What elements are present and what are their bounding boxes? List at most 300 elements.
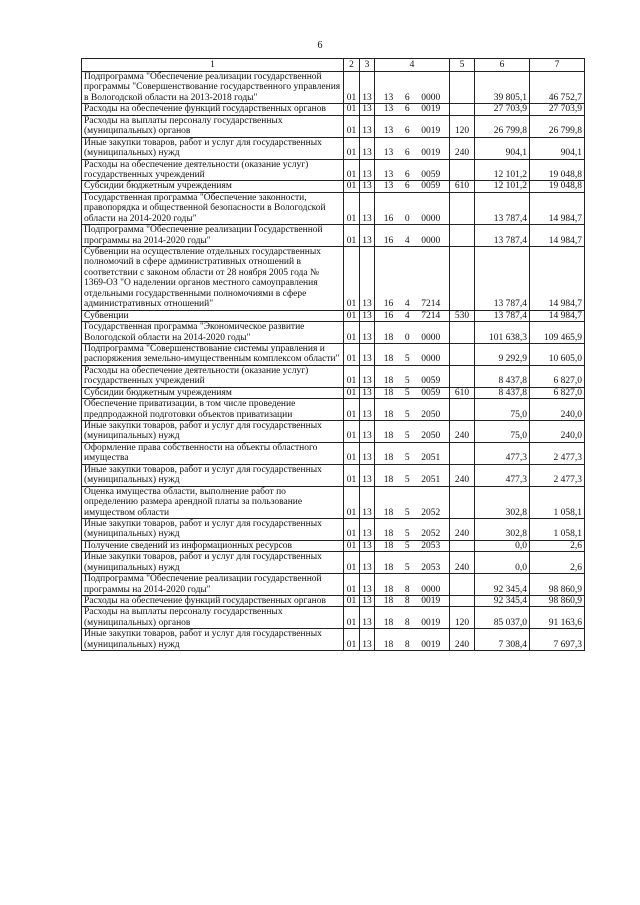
table-row — [82, 310, 585, 321]
target-code-p3: 0000 — [421, 584, 441, 595]
row-target-code — [375, 72, 450, 104]
row-name: Получение сведений из информационных ресурсов — [82, 540, 344, 551]
target-code-p2: 6 — [404, 126, 410, 137]
row-section: 01 — [344, 399, 360, 421]
row-target-code — [375, 552, 450, 574]
row-section: 01 — [344, 343, 360, 365]
row-subsection: 13 — [360, 181, 375, 192]
target-code-p1: 18 — [383, 475, 394, 486]
row-name: Субвенции на осуществление отдельных государственных полномочий в сфере административных отношений в соответствии с законом области от 28 ноября 2005 года № 1369-ОЗ "О наделении органов местного самоуправления отдельными государственными полномочиями в сфере административных отношений" — [82, 247, 344, 311]
row-subsection: 13 — [360, 629, 375, 651]
target-code-p2: 6 — [404, 169, 410, 180]
row-name: Иные закупки товаров, работ и услуг для государственных (муниципальных) нужд — [82, 464, 344, 486]
target-code-p2: 5 — [404, 507, 410, 518]
row-expense-type — [450, 159, 475, 181]
table-row — [82, 629, 585, 651]
target-code-parts — [377, 311, 447, 321]
target-code-p1: 18 — [383, 617, 394, 628]
target-code-p2: 4 — [404, 235, 410, 246]
row-value-col6: 904,1 — [475, 137, 530, 159]
target-code-p1: 18 — [383, 639, 394, 650]
header-col-4: 4 — [375, 59, 450, 72]
row-expense-type — [450, 442, 475, 464]
row-value-col6: 0,0 — [475, 540, 530, 551]
target-code-p2: 8 — [404, 639, 410, 650]
row-section: 01 — [344, 365, 360, 387]
row-name: Субсидии бюджетным учреждениям — [82, 387, 344, 398]
row-target-code — [375, 343, 450, 365]
row-value-col7: 91 163,6 — [530, 607, 585, 629]
row-value-col6: 101 638,3 — [475, 322, 530, 344]
row-section: 01 — [344, 115, 360, 137]
target-code-parts — [377, 541, 447, 551]
row-expense-type: 240 — [450, 518, 475, 540]
row-subsection: 13 — [360, 518, 375, 540]
row-section: 01 — [344, 137, 360, 159]
row-section: 01 — [344, 247, 360, 311]
row-name: Государственная программа "Экономическое развитие Вологодской области на 2014-2020 годы" — [82, 322, 344, 344]
row-section: 01 — [344, 607, 360, 629]
row-name: Подпрограмма "Совершенствование системы управления и распоряжения земельно-имущественным комплексом области" — [82, 343, 344, 365]
row-expense-type: 240 — [450, 629, 475, 651]
row-value-col7: 6 827,0 — [530, 387, 585, 398]
target-code-p1: 13 — [383, 169, 394, 180]
row-expense-type — [450, 343, 475, 365]
row-name: Расходы на обеспечение функций государственных органов — [82, 596, 344, 607]
row-value-col7: 2 477,3 — [530, 464, 585, 486]
target-code-p3: 2050 — [421, 431, 441, 442]
target-code-parts — [377, 529, 447, 539]
row-name: Иные закупки товаров, работ и услуг для государственных (муниципальных) нужд — [82, 137, 344, 159]
target-code-p3: 0000 — [421, 235, 441, 246]
row-name: Расходы на выплаты персоналу государственных (муниципальных) органов — [82, 607, 344, 629]
row-value-col7: 27 703,9 — [530, 104, 585, 115]
target-code-p3: 0019 — [421, 126, 441, 137]
header-col-1: 1 — [82, 59, 344, 72]
row-expense-type — [450, 540, 475, 551]
target-code-p1: 13 — [383, 148, 394, 159]
row-name: Обеспечение приватизации, в том числе проведение предпродажной подготовки объектов приватизации — [82, 399, 344, 421]
target-code-parts — [377, 236, 447, 246]
row-section: 01 — [344, 629, 360, 651]
row-subsection: 13 — [360, 464, 375, 486]
row-target-code — [375, 181, 450, 192]
row-value-col7: 6 827,0 — [530, 365, 585, 387]
row-target-code — [375, 399, 450, 421]
row-value-col6: 477,3 — [475, 442, 530, 464]
row-value-col6: 26 799,8 — [475, 115, 530, 137]
row-value-col6: 302,8 — [475, 518, 530, 540]
target-code-p3: 0019 — [421, 617, 441, 628]
target-code-p3: 0000 — [421, 92, 441, 103]
target-code-p2: 5 — [404, 354, 410, 365]
header-row — [82, 59, 585, 72]
target-code-p1: 13 — [383, 181, 394, 192]
target-code-p3: 2053 — [421, 562, 441, 573]
table-row — [82, 104, 585, 115]
row-value-col7: 14 984,7 — [530, 310, 585, 321]
target-code-p2: 0 — [404, 213, 410, 224]
row-expense-type — [450, 596, 475, 607]
target-code-p2: 4 — [404, 310, 410, 321]
table-row — [82, 574, 585, 596]
row-subsection: 13 — [360, 343, 375, 365]
target-code-parts — [377, 104, 447, 114]
row-value-col7: 14 984,7 — [530, 192, 585, 224]
row-expense-type — [450, 192, 475, 224]
table-row — [82, 115, 585, 137]
row-target-code — [375, 137, 450, 159]
row-name: Оценка имущества области, выполнение работ по определению размера арендной платы за пользование имуществом области — [82, 486, 344, 518]
table-row — [82, 421, 585, 443]
target-code-parts — [377, 475, 447, 485]
row-name: Иные закупки товаров, работ и услуг для государственных (муниципальных) нужд — [82, 629, 344, 651]
row-name: Субсидии бюджетным учреждениям — [82, 181, 344, 192]
header-col-3: 3 — [360, 59, 375, 72]
row-value-col6: 7 308,4 — [475, 629, 530, 651]
row-subsection: 13 — [360, 421, 375, 443]
table-row — [82, 192, 585, 224]
budget-table — [81, 58, 585, 651]
row-name: Расходы на обеспечение деятельности (оказание услуг) государственных учреждений — [82, 159, 344, 181]
target-code-p1: 18 — [383, 453, 394, 464]
target-code-p2: 5 — [404, 562, 410, 573]
target-code-p1: 13 — [383, 92, 394, 103]
target-code-p1: 18 — [383, 596, 394, 606]
row-subsection: 13 — [360, 540, 375, 551]
table-row — [82, 540, 585, 551]
target-code-parts — [377, 453, 447, 463]
row-section: 01 — [344, 192, 360, 224]
target-code-p2: 6 — [404, 181, 410, 192]
row-subsection: 13 — [360, 310, 375, 321]
row-subsection: 13 — [360, 115, 375, 137]
table-row — [82, 399, 585, 421]
table-row — [82, 247, 585, 311]
target-code-parts — [377, 148, 447, 158]
row-value-col7: 19 048,8 — [530, 181, 585, 192]
row-subsection: 13 — [360, 192, 375, 224]
row-value-col6: 12 101,2 — [475, 181, 530, 192]
target-code-p2: 4 — [404, 299, 410, 310]
target-code-p2: 5 — [404, 475, 410, 486]
target-code-p3: 7214 — [421, 299, 441, 310]
target-code-p1: 18 — [383, 409, 394, 420]
target-code-parts — [377, 431, 447, 441]
row-target-code — [375, 159, 450, 181]
header-col-6: 6 — [475, 59, 530, 72]
target-code-p1: 18 — [383, 584, 394, 595]
target-code-parts — [377, 299, 447, 309]
row-value-col7: 7 697,3 — [530, 629, 585, 651]
target-code-parts — [377, 585, 447, 595]
row-section: 01 — [344, 596, 360, 607]
target-code-p3: 2053 — [421, 540, 441, 551]
row-value-col7: 10 605,0 — [530, 343, 585, 365]
row-expense-type: 240 — [450, 464, 475, 486]
target-code-p1: 18 — [383, 529, 394, 540]
header-col-5: 5 — [450, 59, 475, 72]
row-target-code — [375, 540, 450, 551]
row-subsection: 13 — [360, 596, 375, 607]
row-subsection: 13 — [360, 72, 375, 104]
target-code-p3: 0059 — [421, 387, 441, 398]
row-value-col6: 27 703,9 — [475, 104, 530, 115]
row-value-col6: 0,0 — [475, 552, 530, 574]
table-body — [82, 72, 585, 651]
row-section: 01 — [344, 552, 360, 574]
row-value-col7: 1 058,1 — [530, 486, 585, 518]
target-code-p3: 0019 — [421, 148, 441, 159]
row-target-code — [375, 442, 450, 464]
row-expense-type: 610 — [450, 387, 475, 398]
row-value-col6: 13 787,4 — [475, 192, 530, 224]
row-target-code — [375, 192, 450, 224]
header-col-2: 2 — [344, 59, 360, 72]
row-value-col7: 14 984,7 — [530, 247, 585, 311]
row-name: Расходы на выплаты персоналу государственных (муниципальных) органов — [82, 115, 344, 137]
target-code-p3: 0000 — [421, 213, 441, 224]
row-target-code — [375, 225, 450, 247]
row-expense-type: 120 — [450, 607, 475, 629]
target-code-p2: 5 — [404, 540, 410, 551]
row-value-col6: 8 437,8 — [475, 387, 530, 398]
row-target-code — [375, 464, 450, 486]
row-target-code — [375, 387, 450, 398]
target-code-p3: 0019 — [421, 639, 441, 650]
target-code-p2: 8 — [404, 596, 410, 606]
target-code-parts — [377, 181, 447, 191]
row-target-code — [375, 365, 450, 387]
table-row — [82, 607, 585, 629]
row-value-col6: 12 101,2 — [475, 159, 530, 181]
target-code-parts — [377, 618, 447, 628]
target-code-p3: 0059 — [421, 376, 441, 387]
row-subsection: 13 — [360, 137, 375, 159]
target-code-p1: 16 — [383, 310, 394, 321]
target-code-p3: 0000 — [421, 332, 441, 343]
row-section: 01 — [344, 159, 360, 181]
row-section: 01 — [344, 310, 360, 321]
target-code-p3: 2052 — [421, 529, 441, 540]
table-row — [82, 181, 585, 192]
row-expense-type: 240 — [450, 137, 475, 159]
row-section: 01 — [344, 540, 360, 551]
row-expense-type: 610 — [450, 181, 475, 192]
row-target-code — [375, 596, 450, 607]
row-value-col6: 302,8 — [475, 486, 530, 518]
row-expense-type: 530 — [450, 310, 475, 321]
row-value-col6: 9 292,9 — [475, 343, 530, 365]
target-code-parts — [377, 410, 447, 420]
target-code-p3: 0019 — [421, 596, 441, 606]
row-section: 01 — [344, 518, 360, 540]
row-value-col7: 14 984,7 — [530, 225, 585, 247]
target-code-parts — [377, 93, 447, 103]
target-code-p1: 18 — [383, 332, 394, 343]
row-target-code — [375, 104, 450, 115]
target-code-parts — [377, 388, 447, 398]
row-section: 01 — [344, 72, 360, 104]
target-code-p2: 5 — [404, 387, 410, 398]
target-code-p3: 0059 — [421, 181, 441, 192]
row-name: Подпрограмма "Обеспечение реализации государственной программы на 2014-2020 годы" — [82, 574, 344, 596]
table-row — [82, 322, 585, 344]
target-code-p3: 2050 — [421, 409, 441, 420]
header-col-7: 7 — [530, 59, 585, 72]
row-subsection: 13 — [360, 104, 375, 115]
table-row — [82, 552, 585, 574]
target-code-p2: 6 — [404, 148, 410, 159]
target-code-p1: 13 — [383, 104, 394, 115]
row-name: Субвенции — [82, 310, 344, 321]
target-code-p1: 18 — [383, 562, 394, 573]
row-value-col7: 2 477,3 — [530, 442, 585, 464]
row-subsection: 13 — [360, 159, 375, 181]
row-section: 01 — [344, 421, 360, 443]
target-code-parts — [377, 376, 447, 386]
row-value-col6: 75,0 — [475, 399, 530, 421]
table-row — [82, 518, 585, 540]
target-code-p1: 18 — [383, 354, 394, 365]
row-subsection: 13 — [360, 225, 375, 247]
target-code-p3: 0000 — [421, 354, 441, 365]
row-name: Иные закупки товаров, работ и услуг для государственных (муниципальных) нужд — [82, 552, 344, 574]
row-name: Государственная программа "Обеспечение законности, правопорядка и общественной безопасности в Вологодской области на 2014-2020 годы" — [82, 192, 344, 224]
row-expense-type — [450, 247, 475, 311]
target-code-p1: 16 — [383, 213, 394, 224]
row-section: 01 — [344, 574, 360, 596]
row-subsection: 13 — [360, 399, 375, 421]
table-row — [82, 486, 585, 518]
target-code-parts — [377, 596, 447, 606]
row-section: 01 — [344, 387, 360, 398]
row-value-col7: 109 465,9 — [530, 322, 585, 344]
row-subsection: 13 — [360, 387, 375, 398]
row-subsection: 13 — [360, 607, 375, 629]
target-code-p2: 5 — [404, 529, 410, 540]
row-expense-type — [450, 486, 475, 518]
row-value-col7: 904,1 — [530, 137, 585, 159]
target-code-p1: 18 — [383, 507, 394, 518]
row-value-col7: 98 860,9 — [530, 574, 585, 596]
row-target-code — [375, 247, 450, 311]
target-code-p1: 18 — [383, 387, 394, 398]
row-value-col6: 13 787,4 — [475, 310, 530, 321]
row-section: 01 — [344, 442, 360, 464]
row-value-col7: 46 752,7 — [530, 72, 585, 104]
row-value-col6: 13 787,4 — [475, 247, 530, 311]
page-number: 6 — [317, 40, 323, 51]
target-code-parts — [377, 563, 447, 573]
target-code-parts — [377, 170, 447, 180]
table-row — [82, 596, 585, 607]
row-section: 01 — [344, 464, 360, 486]
row-value-col7: 98 860,9 — [530, 596, 585, 607]
row-expense-type: 240 — [450, 421, 475, 443]
target-code-p2: 5 — [404, 409, 410, 420]
target-code-parts — [377, 508, 447, 518]
row-subsection: 13 — [360, 365, 375, 387]
row-target-code — [375, 486, 450, 518]
target-code-p1: 16 — [383, 235, 394, 246]
target-code-p3: 0059 — [421, 169, 441, 180]
table-row — [82, 464, 585, 486]
target-code-p1: 16 — [383, 299, 394, 310]
target-code-p1: 18 — [383, 540, 394, 551]
row-target-code — [375, 115, 450, 137]
table-row — [82, 72, 585, 104]
row-expense-type — [450, 72, 475, 104]
row-value-col7: 26 799,8 — [530, 115, 585, 137]
target-code-p1: 13 — [383, 126, 394, 137]
row-name: Оформление права собственности на объекты областного имущества — [82, 442, 344, 464]
target-code-p2: 5 — [404, 376, 410, 387]
table-row — [82, 365, 585, 387]
row-value-col6: 92 345,4 — [475, 574, 530, 596]
row-target-code — [375, 518, 450, 540]
target-code-p3: 2051 — [421, 453, 441, 464]
row-value-col7: 1 058,1 — [530, 518, 585, 540]
row-name: Расходы на обеспечение функций государственных органов — [82, 104, 344, 115]
row-expense-type — [450, 104, 475, 115]
row-value-col6: 13 787,4 — [475, 225, 530, 247]
row-value-col6: 39 805,1 — [475, 72, 530, 104]
row-subsection: 13 — [360, 552, 375, 574]
row-value-col6: 477,3 — [475, 464, 530, 486]
target-code-parts — [377, 333, 447, 343]
row-subsection: 13 — [360, 247, 375, 311]
target-code-p3: 7214 — [421, 310, 441, 321]
target-code-p3: 2051 — [421, 475, 441, 486]
row-section: 01 — [344, 322, 360, 344]
row-target-code — [375, 629, 450, 651]
row-expense-type — [450, 574, 475, 596]
row-value-col6: 8 437,8 — [475, 365, 530, 387]
target-code-p2: 8 — [404, 617, 410, 628]
target-code-p1: 18 — [383, 376, 394, 387]
row-target-code — [375, 574, 450, 596]
row-value-col6: 85 037,0 — [475, 607, 530, 629]
target-code-parts — [377, 354, 447, 364]
target-code-p2: 6 — [404, 92, 410, 103]
row-target-code — [375, 607, 450, 629]
table-row — [82, 137, 585, 159]
target-code-p3: 0019 — [421, 104, 441, 115]
row-section: 01 — [344, 486, 360, 518]
row-expense-type — [450, 365, 475, 387]
target-code-p2: 0 — [404, 332, 410, 343]
row-expense-type — [450, 322, 475, 344]
table-row — [82, 343, 585, 365]
target-code-parts — [377, 214, 447, 224]
target-code-p1: 18 — [383, 431, 394, 442]
row-section: 01 — [344, 104, 360, 115]
row-expense-type: 120 — [450, 115, 475, 137]
row-name: Иные закупки товаров, работ и услуг для государственных (муниципальных) нужд — [82, 421, 344, 443]
row-name: Расходы на обеспечение деятельности (оказание услуг) государственных учреждений — [82, 365, 344, 387]
target-code-p2: 8 — [404, 584, 410, 595]
row-expense-type: 240 — [450, 552, 475, 574]
row-target-code — [375, 310, 450, 321]
row-name: Подпрограмма "Обеспечение реализации Государственной программы на 2014-2020 годы" — [82, 225, 344, 247]
row-expense-type — [450, 225, 475, 247]
row-name: Иные закупки товаров, работ и услуг для государственных (муниципальных) нужд — [82, 518, 344, 540]
table-row — [82, 225, 585, 247]
row-value-col7: 2,6 — [530, 552, 585, 574]
target-code-parts — [377, 640, 447, 650]
row-target-code — [375, 421, 450, 443]
